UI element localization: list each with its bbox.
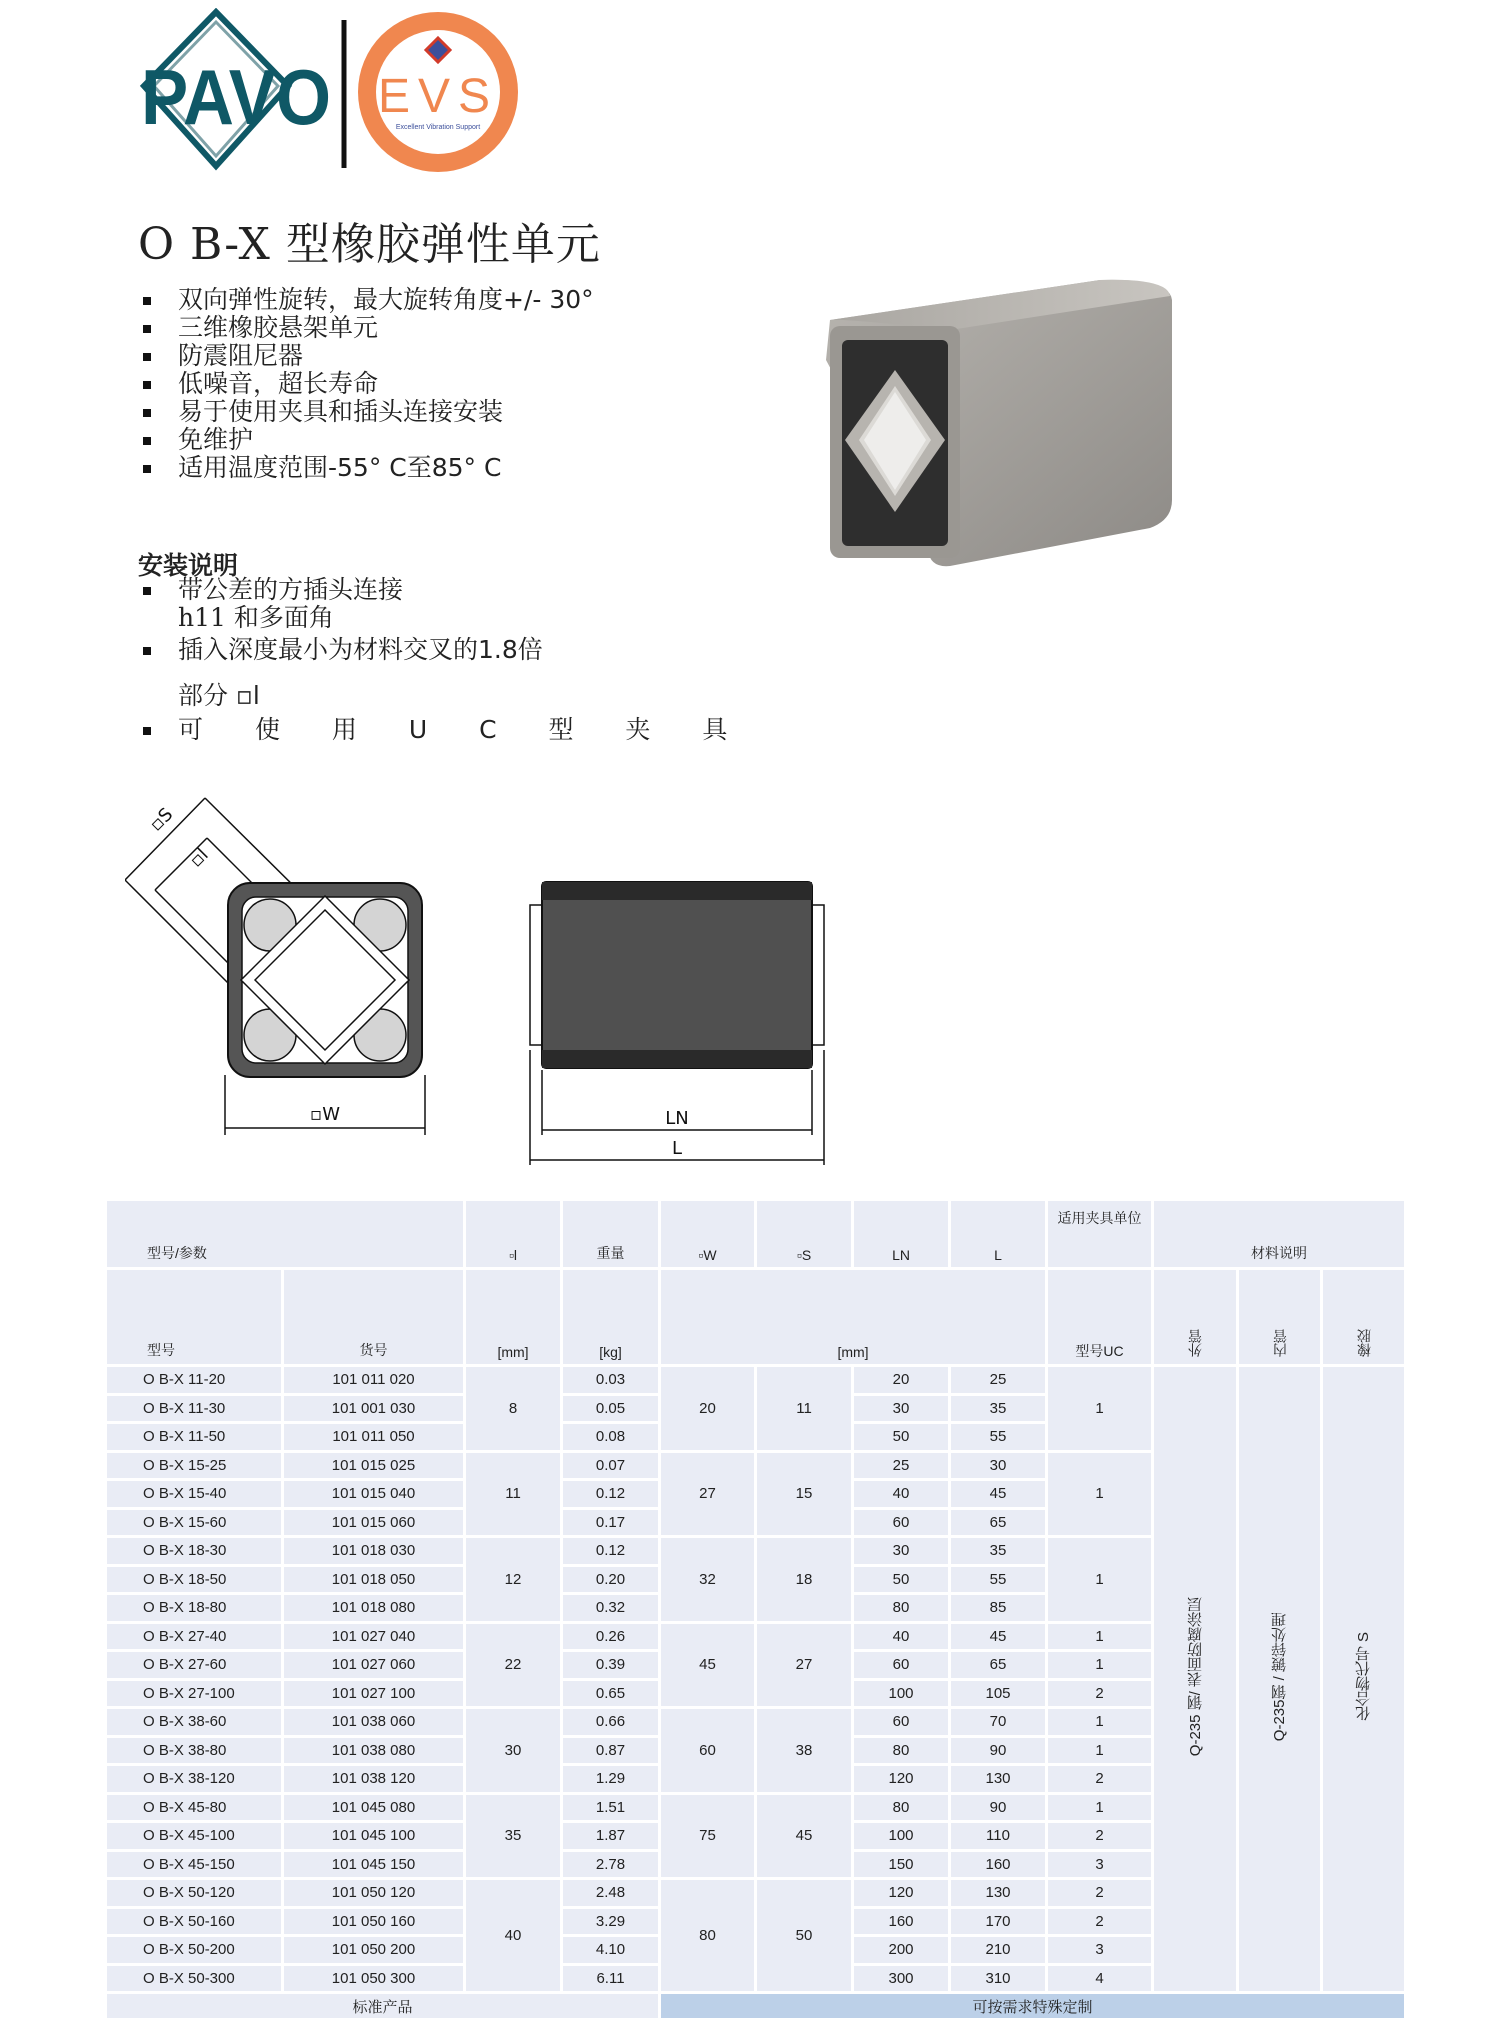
- table-footer-row: [106, 1993, 1406, 2020]
- cell-len: 70: [950, 1708, 1047, 1737]
- product-photo: [800, 270, 1190, 590]
- cell-l: 11: [465, 1451, 562, 1537]
- cell-s: 27: [756, 1622, 853, 1708]
- page-title: O B-X 型橡胶弹性单元: [138, 219, 601, 270]
- cell-weight: 0.32: [562, 1594, 660, 1623]
- cell-item: 101 027 100: [283, 1679, 465, 1708]
- material-rubber-text: 化合物代号 S: [1355, 1632, 1373, 1722]
- footer-custom: 可按需求特殊定制: [660, 1993, 1406, 2020]
- cell-item: 101 050 120: [283, 1879, 465, 1908]
- cell-ln: 20: [853, 1366, 950, 1395]
- cell-model: O B-X 38-60: [106, 1708, 283, 1737]
- cell-len: 90: [950, 1793, 1047, 1822]
- cell-model: O B-X 11-30: [106, 1394, 283, 1423]
- material-outer-text: Q-235 钢/ 表面防腐涂层: [1186, 1597, 1204, 1757]
- cell-weight: 0.05: [562, 1394, 660, 1423]
- cell-len: 35: [950, 1394, 1047, 1423]
- cell-model: O B-X 27-100: [106, 1679, 283, 1708]
- header-inner: [1238, 1269, 1322, 1366]
- dimension-len-label: L: [671, 1138, 683, 1159]
- header-w: ▫W: [660, 1200, 756, 1269]
- cell-model: O B-X 11-50: [106, 1423, 283, 1452]
- cell-w: 75: [660, 1793, 756, 1879]
- unit-weight: [kg]: [562, 1269, 660, 1366]
- cell-uc: 1: [1047, 1793, 1153, 1822]
- cell-len: 65: [950, 1651, 1047, 1680]
- cell-uc: 1: [1047, 1537, 1153, 1623]
- dimension-w-label: ▫W: [310, 1104, 340, 1125]
- cell-model: O B-X 50-120: [106, 1879, 283, 1908]
- cell-ln: 100: [853, 1679, 950, 1708]
- cell-l: 8: [465, 1366, 562, 1452]
- cell-len: 25: [950, 1366, 1047, 1395]
- cell-model: O B-X 50-300: [106, 1964, 283, 1993]
- dimension-s-label: ▫S: [145, 803, 178, 836]
- cell-uc: 4: [1047, 1964, 1153, 1993]
- cell-item: 101 050 160: [283, 1907, 465, 1936]
- cell-item: 101 018 030: [283, 1537, 465, 1566]
- cell-item: 101 045 080: [283, 1793, 465, 1822]
- install-item-sub: h11 和多面角: [178, 603, 334, 632]
- cell-l: 40: [465, 1879, 562, 1993]
- cell-weight: 0.66: [562, 1708, 660, 1737]
- evs-tagline: Excellent Vibration Support: [395, 124, 481, 131]
- cell-ln: 80: [853, 1594, 950, 1623]
- cell-len: 65: [950, 1508, 1047, 1537]
- cell-s: 15: [756, 1451, 853, 1537]
- cell-ln: 80: [853, 1793, 950, 1822]
- cell-model: O B-X 18-50: [106, 1565, 283, 1594]
- cell-weight: 0.17: [562, 1508, 660, 1537]
- feature-item: 易于使用夹具和插头连接安装: [138, 398, 594, 426]
- cell-len: 110: [950, 1822, 1047, 1851]
- cell-len: 35: [950, 1537, 1047, 1566]
- cell-weight: 0.12: [562, 1537, 660, 1566]
- cell-model: O B-X 27-60: [106, 1651, 283, 1680]
- cell-l: 22: [465, 1622, 562, 1708]
- cell-weight: 3.29: [562, 1907, 660, 1936]
- cell-item: 101 027 040: [283, 1622, 465, 1651]
- material-inner-text: Q-235钢 / 镀锌处理: [1271, 1612, 1289, 1742]
- cell-uc: 1: [1047, 1622, 1153, 1651]
- cell-ln: 25: [853, 1451, 950, 1480]
- cell-uc: 1: [1047, 1708, 1153, 1737]
- install-item: 带公差的方插头连接: [138, 576, 749, 604]
- cell-item: 101 045 150: [283, 1850, 465, 1879]
- cell-s: 38: [756, 1708, 853, 1794]
- header-l: ▫l: [465, 1200, 562, 1269]
- cell-l: 30: [465, 1708, 562, 1794]
- feature-item: 三维橡胶悬架单元: [138, 314, 594, 342]
- cell-item: 101 001 030: [283, 1394, 465, 1423]
- cell-model: O B-X 45-100: [106, 1822, 283, 1851]
- unit-dimensions: [mm]: [660, 1269, 1047, 1366]
- header-rubber: [1322, 1269, 1406, 1366]
- cell-len: 55: [950, 1423, 1047, 1452]
- cell-ln: 40: [853, 1622, 950, 1651]
- cell-weight: 1.29: [562, 1765, 660, 1794]
- footer-standard: 标准产品: [106, 1993, 660, 2020]
- cell-l: 35: [465, 1793, 562, 1879]
- cell-w: 20: [660, 1366, 756, 1452]
- cell-item: 101 045 100: [283, 1822, 465, 1851]
- feature-item: 低噪音，超长寿命: [138, 370, 594, 398]
- cell-ln: 60: [853, 1651, 950, 1680]
- cell-model: O B-X 18-80: [106, 1594, 283, 1623]
- cell-ln: 150: [853, 1850, 950, 1879]
- cell-len: 90: [950, 1736, 1047, 1765]
- cell-uc: 2: [1047, 1765, 1153, 1794]
- cell-ln: 100: [853, 1822, 950, 1851]
- cell-ln: 160: [853, 1907, 950, 1936]
- cell-ln: 80: [853, 1736, 950, 1765]
- cell-len: 130: [950, 1879, 1047, 1908]
- header-model: 型号: [106, 1269, 283, 1366]
- cell-weight: 0.39: [562, 1651, 660, 1680]
- cell-weight: 0.87: [562, 1736, 660, 1765]
- cell-ln: 60: [853, 1508, 950, 1537]
- cell-weight: 1.87: [562, 1822, 660, 1851]
- cell-s: 45: [756, 1793, 853, 1879]
- cell-weight: 0.20: [562, 1565, 660, 1594]
- cell-ln: 120: [853, 1879, 950, 1908]
- cell-w: 27: [660, 1451, 756, 1537]
- cell-ln: 50: [853, 1565, 950, 1594]
- cell-weight: 2.78: [562, 1850, 660, 1879]
- cell-uc: 1: [1047, 1736, 1153, 1765]
- cell-uc: 2: [1047, 1679, 1153, 1708]
- cell-item: 101 011 050: [283, 1423, 465, 1452]
- cell-uc: 2: [1047, 1879, 1153, 1908]
- header-weight: 重量: [562, 1200, 660, 1269]
- cell-model: O B-X 50-160: [106, 1907, 283, 1936]
- cell-l: 12: [465, 1537, 562, 1623]
- feature-item: 防震阻尼器: [138, 342, 594, 370]
- header-rubber-text: 橡胶: [1355, 1329, 1372, 1357]
- header-ln: LN: [853, 1200, 950, 1269]
- pavo-logo: [141, 12, 331, 166]
- cell-len: 30: [950, 1451, 1047, 1480]
- unit-l: [mm]: [465, 1269, 562, 1366]
- cell-item: 101 050 300: [283, 1964, 465, 1993]
- cell-item: 101 015 025: [283, 1451, 465, 1480]
- cell-s: 18: [756, 1537, 853, 1623]
- cell-len: 45: [950, 1622, 1047, 1651]
- install-heading: 安装说明: [138, 551, 239, 580]
- cell-uc: 1: [1047, 1451, 1153, 1537]
- cell-weight: 0.08: [562, 1423, 660, 1452]
- cell-len: 45: [950, 1480, 1047, 1509]
- header-material: 材料说明: [1153, 1200, 1406, 1269]
- cell-item: 101 038 060: [283, 1708, 465, 1737]
- cell-item: 101 018 080: [283, 1594, 465, 1623]
- cell-weight: 0.03: [562, 1366, 660, 1395]
- cell-len: 210: [950, 1936, 1047, 1965]
- table-row: [106, 1366, 1406, 1395]
- cell-model: O B-X 15-40: [106, 1480, 283, 1509]
- spec-table: [104, 1198, 1407, 2021]
- cell-ln: 30: [853, 1394, 950, 1423]
- cell-uc: 1: [1047, 1651, 1153, 1680]
- cell-uc: 3: [1047, 1850, 1153, 1879]
- cell-len: 310: [950, 1964, 1047, 1993]
- cell-w: 80: [660, 1879, 756, 1993]
- feature-list: [138, 286, 594, 482]
- cell-ln: 60: [853, 1708, 950, 1737]
- cell-model: O B-X 27-40: [106, 1622, 283, 1651]
- cell-item: 101 011 020: [283, 1366, 465, 1395]
- dimension-l-label: ▫l: [185, 844, 213, 872]
- cell-model: O B-X 15-60: [106, 1508, 283, 1537]
- evs-logo: [358, 12, 518, 172]
- cell-item: 101 015 040: [283, 1480, 465, 1509]
- evs-logo-text: EVS: [377, 70, 499, 123]
- header-outer: [1153, 1269, 1238, 1366]
- cell-item: 101 018 050: [283, 1565, 465, 1594]
- cell-len: 170: [950, 1907, 1047, 1936]
- feature-item: 双向弹性旋转，最大旋转角度+/- 30°: [138, 286, 594, 314]
- cell-weight: 6.11: [562, 1964, 660, 1993]
- cell-model: O B-X 50-200: [106, 1936, 283, 1965]
- header-item: 货号: [283, 1269, 465, 1366]
- cell-ln: 300: [853, 1964, 950, 1993]
- cell-s: 11: [756, 1366, 853, 1452]
- cell-weight: 0.65: [562, 1679, 660, 1708]
- cell-ln: 40: [853, 1480, 950, 1509]
- cell-item: 101 050 200: [283, 1936, 465, 1965]
- install-item: 可 使 用 U C 型 夹 具: [138, 716, 749, 744]
- cell-ln: 50: [853, 1423, 950, 1452]
- feature-item: 适用温度范围-55° C至85° C: [138, 454, 594, 482]
- cell-weight: 1.51: [562, 1793, 660, 1822]
- cell-model: O B-X 15-25: [106, 1451, 283, 1480]
- cell-model: O B-X 38-80: [106, 1736, 283, 1765]
- cell-ln: 200: [853, 1936, 950, 1965]
- install-part-note: 部分 ▫l: [178, 681, 260, 710]
- cell-weight: 0.12: [562, 1480, 660, 1509]
- header-inner-text: 内管: [1271, 1329, 1288, 1357]
- brand-logos: [138, 8, 528, 178]
- cell-weight: 2.48: [562, 1879, 660, 1908]
- cell-model: O B-X 38-120: [106, 1765, 283, 1794]
- cell-ln: 120: [853, 1765, 950, 1794]
- cell-item: 101 015 060: [283, 1508, 465, 1537]
- cell-w: 32: [660, 1537, 756, 1623]
- cell-w: 60: [660, 1708, 756, 1794]
- material-inner: [1238, 1366, 1322, 1993]
- cell-len: 85: [950, 1594, 1047, 1623]
- dimension-ln-label: LN: [665, 1108, 689, 1129]
- install-list: [138, 576, 749, 744]
- cell-uc: 2: [1047, 1907, 1153, 1936]
- cell-model: O B-X 45-80: [106, 1793, 283, 1822]
- side-view-drawing: [520, 860, 840, 1175]
- material-outer: [1153, 1366, 1238, 1993]
- material-rubber: [1322, 1366, 1406, 1993]
- cell-len: 55: [950, 1565, 1047, 1594]
- cell-ln: 30: [853, 1537, 950, 1566]
- table-title: 型号/参数: [106, 1200, 465, 1269]
- cell-weight: 4.10: [562, 1936, 660, 1965]
- cell-item: 101 038 120: [283, 1765, 465, 1794]
- cell-len: 130: [950, 1765, 1047, 1794]
- cell-uc: 2: [1047, 1822, 1153, 1851]
- cell-w: 45: [660, 1622, 756, 1708]
- header-len: L: [950, 1200, 1047, 1269]
- pavo-logo-text: PAVO: [141, 53, 331, 141]
- cell-len: 160: [950, 1850, 1047, 1879]
- cell-weight: 0.07: [562, 1451, 660, 1480]
- header-clamp-model: 型号UC: [1047, 1269, 1153, 1366]
- cell-weight: 0.26: [562, 1622, 660, 1651]
- header-s: ▫S: [756, 1200, 853, 1269]
- feature-item: 免维护: [138, 426, 594, 454]
- cell-item: 101 038 080: [283, 1736, 465, 1765]
- cell-item: 101 027 060: [283, 1651, 465, 1680]
- cell-uc: 1: [1047, 1366, 1153, 1452]
- header-outer-text: 外管: [1187, 1329, 1204, 1357]
- cell-model: O B-X 11-20: [106, 1366, 283, 1395]
- install-item: 插入深度最小为材料交叉的1.8倍: [138, 636, 749, 664]
- cell-s: 50: [756, 1879, 853, 1993]
- header-clamp: 适用夹具单位: [1047, 1200, 1153, 1269]
- cell-len: 105: [950, 1679, 1047, 1708]
- cell-model: O B-X 18-30: [106, 1537, 283, 1566]
- cross-section-drawing: [125, 780, 445, 1140]
- cell-model: O B-X 45-150: [106, 1850, 283, 1879]
- cell-uc: 3: [1047, 1936, 1153, 1965]
